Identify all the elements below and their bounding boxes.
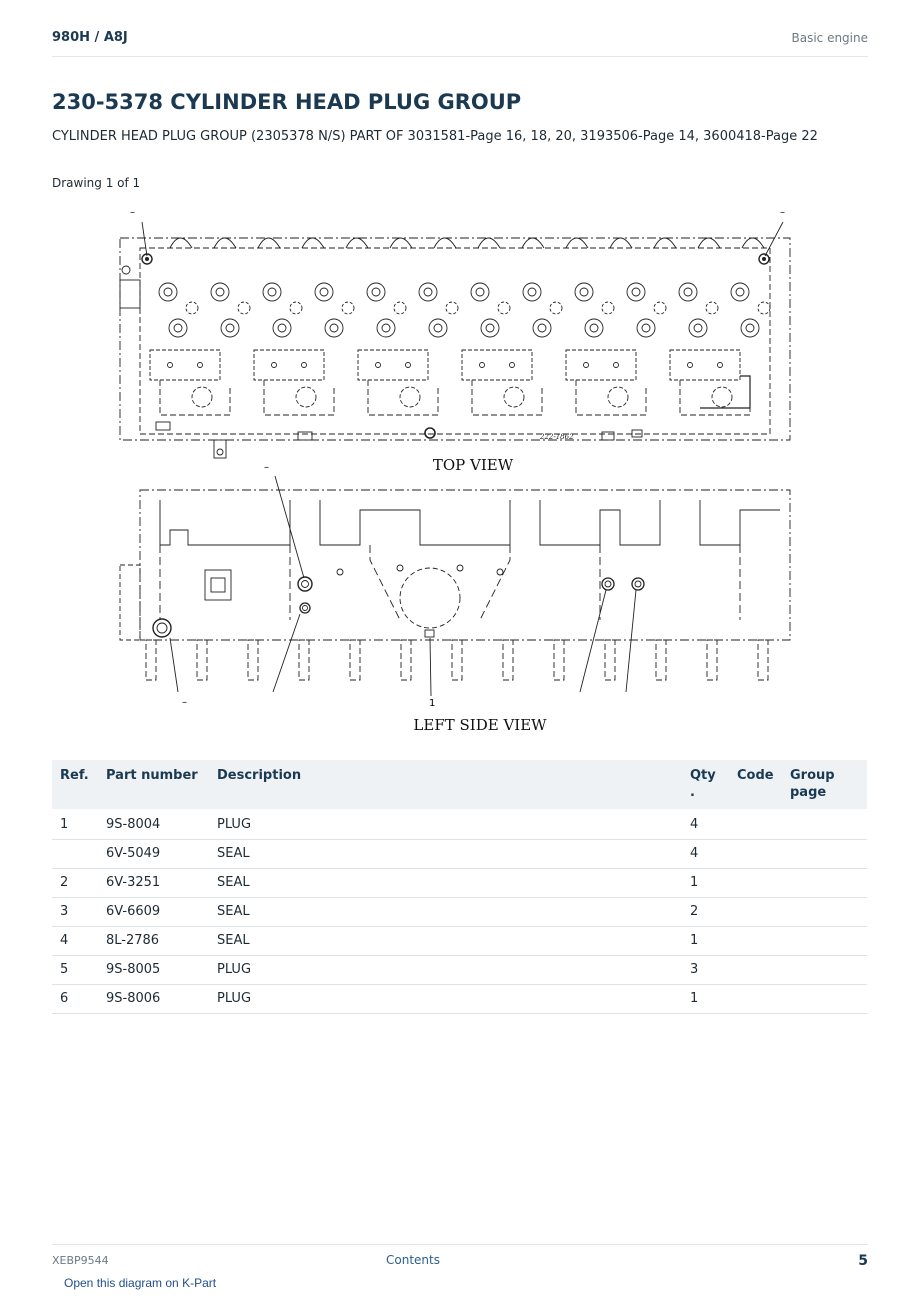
col-code: Code — [729, 760, 782, 809]
callout-dash: – — [780, 207, 785, 218]
section-label: Basic engine — [791, 31, 868, 45]
cell-desc: PLUG — [209, 985, 682, 1014]
cell-desc: PLUG — [209, 809, 682, 840]
cell-part: 6V-5049 — [98, 840, 209, 869]
cell-group — [782, 956, 867, 985]
table-row — [52, 985, 867, 1014]
parts-table-header — [52, 760, 867, 809]
cell-desc: SEAL — [209, 898, 682, 927]
cell-ref: 6 — [52, 985, 98, 1014]
part-code-label: 222-1862 — [540, 433, 574, 441]
table-row — [52, 869, 867, 898]
cell-group — [782, 898, 867, 927]
left-side-view-label: LEFT SIDE VIEW — [413, 716, 547, 734]
cell-qty: 1 — [682, 985, 729, 1014]
cell-code — [729, 840, 782, 869]
cell-desc: SEAL — [209, 840, 682, 869]
cell-part: 6V-3251 — [98, 869, 209, 898]
page-number: 5 — [858, 1253, 868, 1269]
cell-qty: 3 — [682, 956, 729, 985]
col-group-page: Group page — [782, 760, 867, 809]
callout-dash: – — [130, 207, 135, 218]
callout-dash: – — [264, 462, 269, 473]
document-id: XEBP9544 — [52, 1254, 109, 1267]
cell-code — [729, 927, 782, 956]
cell-group — [782, 869, 867, 898]
cell-code — [729, 898, 782, 927]
top-view-bosses — [170, 238, 764, 248]
side-view-legs — [146, 640, 768, 680]
col-description: Description — [209, 760, 682, 809]
cell-group — [782, 927, 867, 956]
parts-table — [52, 760, 867, 1014]
cell-desc: PLUG — [209, 956, 682, 985]
cell-ref: 1 — [52, 809, 98, 840]
page-title: 230-5378 CYLINDER HEAD PLUG GROUP — [52, 90, 522, 114]
page-footer — [52, 1244, 868, 1275]
cell-part: 9S-8004 — [98, 809, 209, 840]
cell-code — [729, 956, 782, 985]
table-row — [52, 898, 867, 927]
cell-part: 8L-2786 — [98, 927, 209, 956]
cell-part: 6V-6609 — [98, 898, 209, 927]
callout-dash: – — [182, 697, 187, 708]
top-view-label: TOP VIEW — [432, 456, 514, 474]
cell-code — [729, 809, 782, 840]
col-qty: Qty . — [682, 760, 729, 809]
cell-desc: SEAL — [209, 869, 682, 898]
cell-ref: 2 — [52, 869, 98, 898]
top-view-ports — [159, 283, 770, 337]
cell-code — [729, 869, 782, 898]
page-header — [52, 28, 868, 57]
col-part-number: Part number — [98, 760, 209, 809]
cell-qty: 4 — [682, 840, 729, 869]
cell-group — [782, 809, 867, 840]
cell-part: 9S-8005 — [98, 956, 209, 985]
table-row — [52, 809, 867, 840]
contents-link[interactable]: Contents — [386, 1253, 440, 1267]
cell-qty: 1 — [682, 927, 729, 956]
cell-desc: SEAL — [209, 927, 682, 956]
parts-diagram — [100, 200, 820, 745]
cell-qty: 1 — [682, 869, 729, 898]
kpart-link[interactable]: Open this diagram on K-Part — [64, 1276, 217, 1290]
callout-ref-1: 1 — [429, 698, 436, 709]
cell-ref: 3 — [52, 898, 98, 927]
col-ref: Ref. — [52, 760, 98, 809]
cell-qty: 2 — [682, 898, 729, 927]
table-row — [52, 840, 867, 869]
top-view-chambers — [150, 350, 750, 415]
cell-qty: 4 — [682, 809, 729, 840]
cell-ref — [52, 840, 98, 869]
group-description: CYLINDER HEAD PLUG GROUP (2305378 N/S) PART OF 3031581-Page 16, 18, 20, 3193506-Page 14, 3600418-Page 22 — [52, 129, 818, 144]
cell-group — [782, 985, 867, 1014]
cell-ref: 4 — [52, 927, 98, 956]
cell-part: 9S-8006 — [98, 985, 209, 1014]
cell-code — [729, 985, 782, 1014]
cell-group — [782, 840, 867, 869]
table-row — [52, 927, 867, 956]
table-row — [52, 956, 867, 985]
cell-ref: 5 — [52, 956, 98, 985]
drawing-count: Drawing 1 of 1 — [52, 176, 141, 190]
model-label: 980H / A8J — [52, 30, 128, 45]
